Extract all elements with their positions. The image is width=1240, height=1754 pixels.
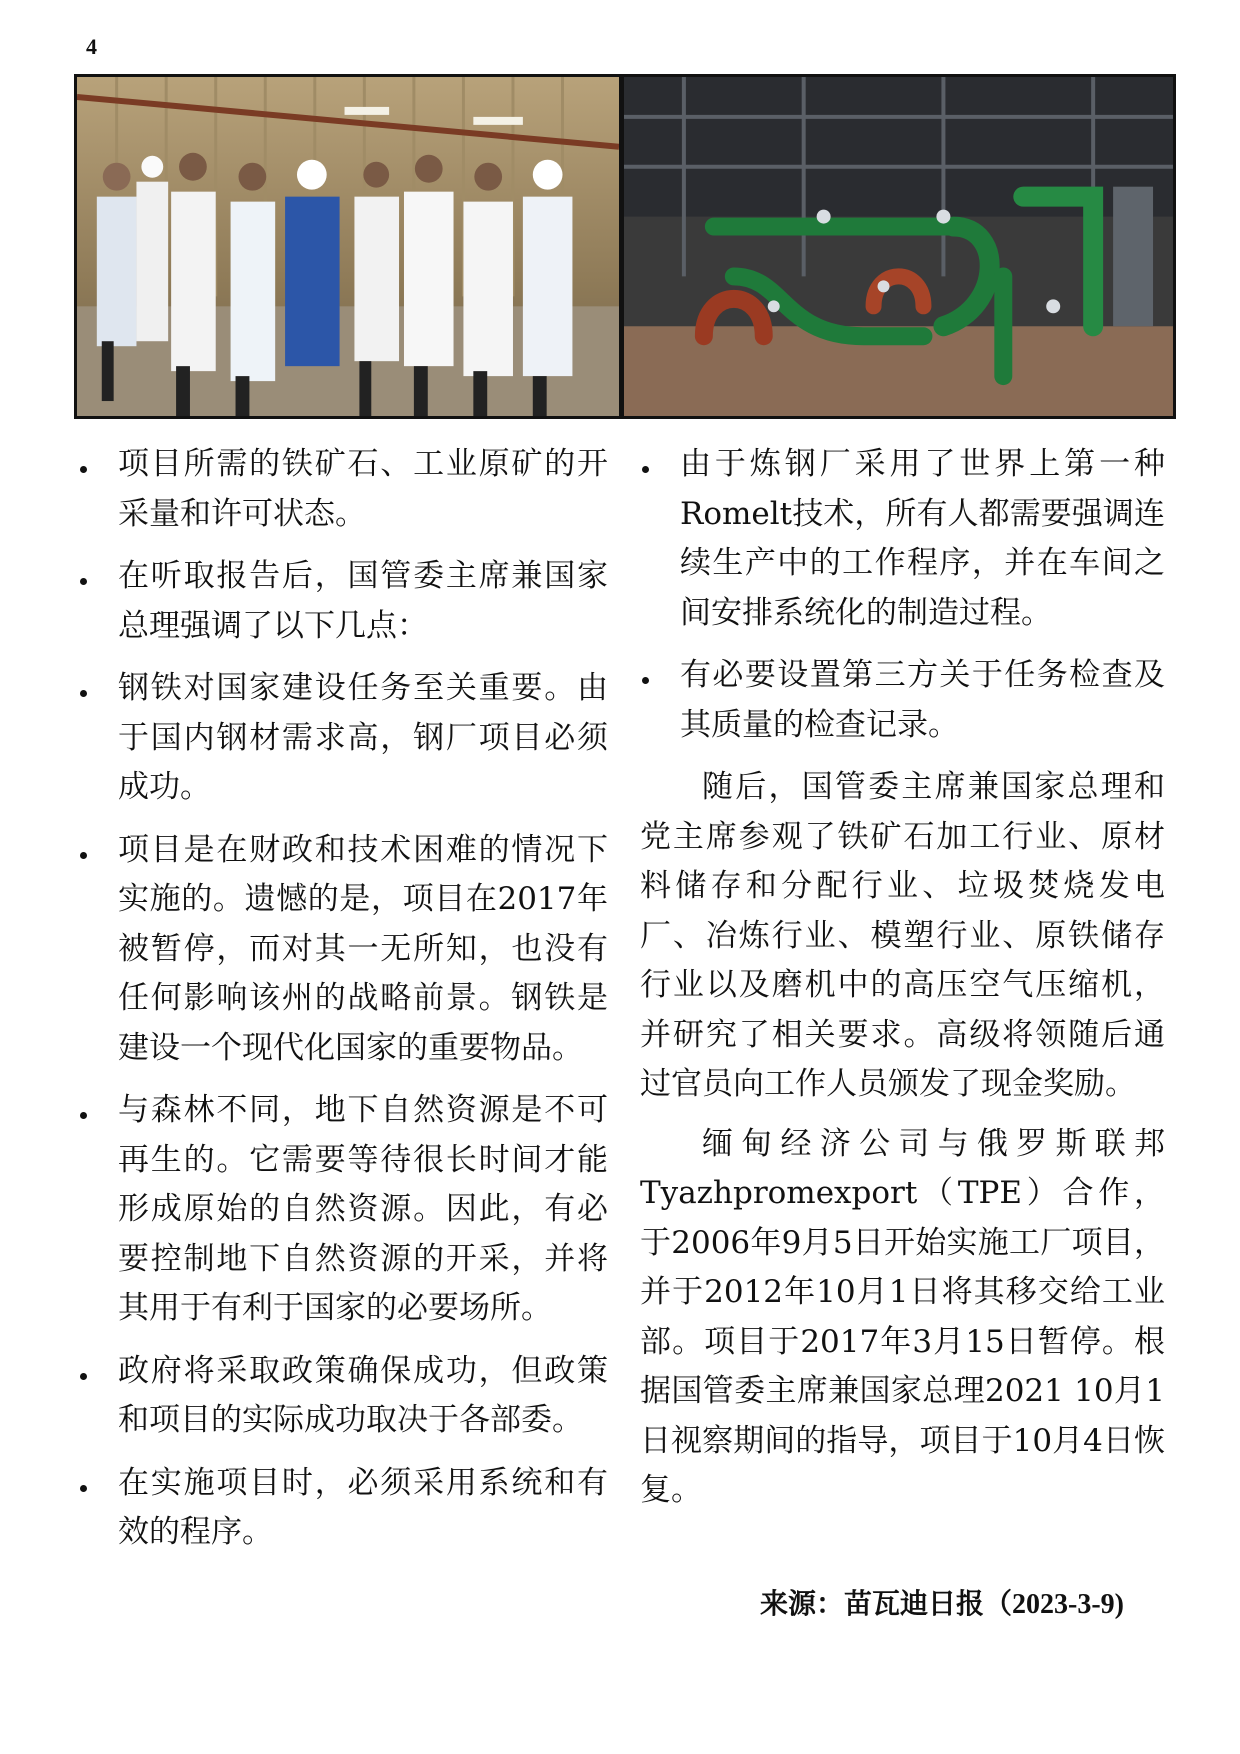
list-item: 钢铁对国家建设任务至关重要。由于国内钢材需求高，钢厂项目必须成功。 bbox=[78, 664, 608, 813]
paragraph-project-history: 缅甸经济公司与俄罗斯联邦Tyazhpromexport（TPE）合作，于2006年9月5日开始实施工厂项目，并于2012年10月1日将其移交给工业部。项目于2017年3月15日暂停。根据国管委主席兼国家总理2021 10月1日视察期间的指导，项目于10月4日恢复。 bbox=[640, 1125, 1165, 1508]
list-item: 项目是在财政和技术困难的情况下实施的。遗憾的是，项目在2017年被暂停，而对其一无所知，也没有任何影响该州的战略前景。钢铁是建设一个现代化国家的重要物品。 bbox=[78, 826, 608, 1074]
photo-strip bbox=[74, 74, 1176, 419]
list-item: 项目所需的铁矿石、工业原矿的开采量和许可状态。 bbox=[78, 440, 608, 539]
list-item: 政府将采取政策确保成功，但政策和项目的实际成功取决于各部委。 bbox=[78, 1347, 608, 1446]
list-item: 由于炼钢厂采用了世界上第一种Romelt技术，所有人都需要强调连续生产中的工作程序，并在车间之间安排系统化的制造过程。 bbox=[640, 440, 1165, 638]
right-column bbox=[640, 440, 1165, 1526]
list-item: 与森林不同，地下自然资源是不可再生的。它需要等待很长时间才能形成原始的自然资源。因此，有必要控制地下自然资源的开采，并将其用于有利于国家的必要场所。 bbox=[78, 1086, 608, 1334]
pipes-illustration bbox=[624, 77, 1173, 416]
left-column bbox=[78, 440, 608, 1571]
page-number: 4 bbox=[86, 34, 97, 59]
list-item: 在听取报告后，国管委主席兼国家总理强调了以下几点： bbox=[78, 552, 608, 651]
source-citation: 来源：苗瓦迪日报（2023-3-9) bbox=[760, 1589, 1124, 1620]
left-bullet-list bbox=[78, 440, 608, 1558]
right-bullet-list bbox=[640, 440, 1165, 750]
list-item: 有必要设置第三方关于任务检查及其质量的检查记录。 bbox=[640, 651, 1165, 750]
photo-industrial-pipes bbox=[624, 77, 1173, 416]
photo-officials-inspecting-factory bbox=[77, 77, 624, 416]
factory-visit-illustration bbox=[77, 77, 619, 416]
paragraph-visit: 随后，国管委主席兼国家总理和党主席参观了铁矿石加工行业、原材料储存和分配行业、垃圾焚烧发电厂、冶炼行业、模塑行业、原铁储存行业以及磨机中的高压空气压缩机，并研究了相关要求。高级将领随后通过官员向工作人员颁发了现金奖励。 bbox=[640, 769, 1165, 1102]
list-item: 在实施项目时，必须采用系统和有效的程序。 bbox=[78, 1459, 608, 1558]
